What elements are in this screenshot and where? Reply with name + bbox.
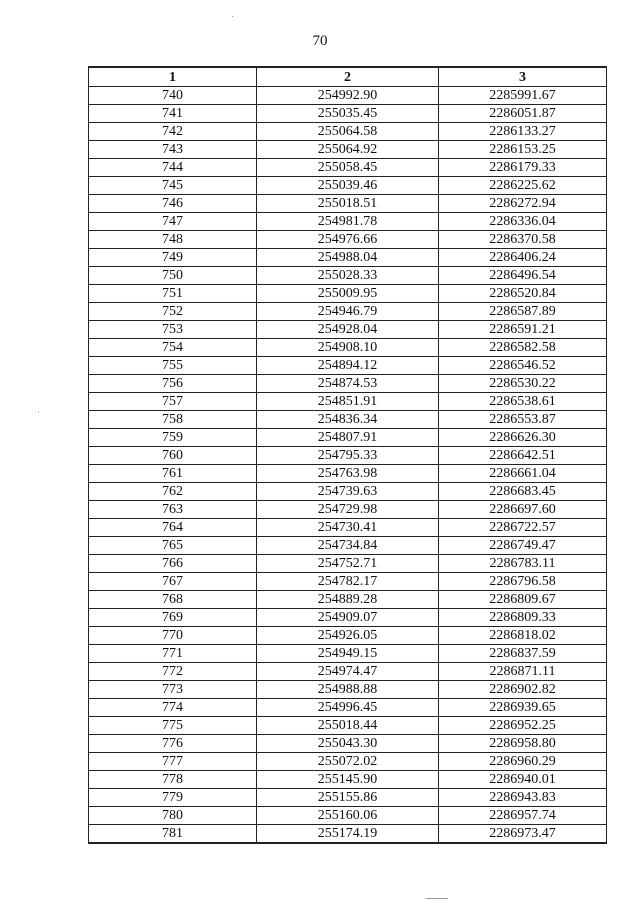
x-coordinate-cell: 254851.91: [257, 393, 439, 411]
y-coordinate-cell: 2286272.94: [439, 195, 607, 213]
table-row: [89, 87, 607, 105]
y-coordinate-cell: 2286973.47: [439, 825, 607, 844]
table-row: [89, 393, 607, 411]
x-coordinate-cell: 254836.34: [257, 411, 439, 429]
point-number-cell: 746: [89, 195, 257, 213]
coordinates-table: [88, 66, 607, 844]
point-number-cell: 770: [89, 627, 257, 645]
table-row: [89, 465, 607, 483]
y-coordinate-cell: 2286749.47: [439, 537, 607, 555]
x-coordinate-cell: 254992.90: [257, 87, 439, 105]
x-coordinate-cell: 254782.17: [257, 573, 439, 591]
point-number-cell: 749: [89, 249, 257, 267]
point-number-cell: 741: [89, 105, 257, 123]
x-coordinate-cell: 255009.95: [257, 285, 439, 303]
x-coordinate-cell: 255174.19: [257, 825, 439, 844]
table-row: [89, 501, 607, 519]
x-coordinate-cell: 254988.88: [257, 681, 439, 699]
x-coordinate-cell: 255035.45: [257, 105, 439, 123]
point-number-cell: 768: [89, 591, 257, 609]
y-coordinate-cell: 2286809.67: [439, 591, 607, 609]
y-coordinate-cell: 2286336.04: [439, 213, 607, 231]
table-row: [89, 141, 607, 159]
table-row: [89, 357, 607, 375]
y-coordinate-cell: 2286939.65: [439, 699, 607, 717]
point-number-cell: 780: [89, 807, 257, 825]
x-coordinate-cell: 254988.04: [257, 249, 439, 267]
point-number-cell: 745: [89, 177, 257, 195]
point-number-cell: 744: [89, 159, 257, 177]
x-coordinate-cell: 254976.66: [257, 231, 439, 249]
y-coordinate-cell: 2286697.60: [439, 501, 607, 519]
table-row: [89, 375, 607, 393]
table-row: [89, 303, 607, 321]
y-coordinate-cell: 2286871.11: [439, 663, 607, 681]
y-coordinate-cell: 2286553.87: [439, 411, 607, 429]
table-row: [89, 825, 607, 844]
x-coordinate-cell: 254763.98: [257, 465, 439, 483]
x-coordinate-cell: 254894.12: [257, 357, 439, 375]
x-coordinate-cell: 254974.47: [257, 663, 439, 681]
table-row: [89, 681, 607, 699]
table-row: [89, 447, 607, 465]
x-coordinate-cell: 254807.91: [257, 429, 439, 447]
x-coordinate-cell: 255064.58: [257, 123, 439, 141]
table-row: [89, 555, 607, 573]
column-header-2: 2: [257, 67, 439, 87]
point-number-cell: 748: [89, 231, 257, 249]
page-number: 70: [312, 33, 328, 49]
table-row: [89, 249, 607, 267]
y-coordinate-cell: 2286225.62: [439, 177, 607, 195]
table-row: [89, 771, 607, 789]
x-coordinate-cell: 255058.45: [257, 159, 439, 177]
y-coordinate-cell: 2286661.04: [439, 465, 607, 483]
table-row: [89, 195, 607, 213]
point-number-cell: 763: [89, 501, 257, 519]
y-coordinate-cell: 2286370.58: [439, 231, 607, 249]
y-coordinate-cell: 2286133.27: [439, 123, 607, 141]
y-coordinate-cell: 2286683.45: [439, 483, 607, 501]
y-coordinate-cell: 2286582.58: [439, 339, 607, 357]
point-number-cell: 754: [89, 339, 257, 357]
table-row: [89, 159, 607, 177]
y-coordinate-cell: 2286783.11: [439, 555, 607, 573]
y-coordinate-cell: 2286960.29: [439, 753, 607, 771]
y-coordinate-cell: 2286051.87: [439, 105, 607, 123]
table-row: [89, 519, 607, 537]
point-number-cell: 756: [89, 375, 257, 393]
y-coordinate-cell: 2286958.80: [439, 735, 607, 753]
x-coordinate-cell: 254795.33: [257, 447, 439, 465]
table-row: [89, 591, 607, 609]
x-coordinate-cell: 254926.05: [257, 627, 439, 645]
point-number-cell: 771: [89, 645, 257, 663]
point-number-cell: 742: [89, 123, 257, 141]
table-row: [89, 231, 607, 249]
scan-artifact: [426, 898, 448, 899]
y-coordinate-cell: 2286591.21: [439, 321, 607, 339]
table-row: [89, 573, 607, 591]
y-coordinate-cell: 2286943.83: [439, 789, 607, 807]
table-row: [89, 735, 607, 753]
x-coordinate-cell: 254752.71: [257, 555, 439, 573]
point-number-cell: 750: [89, 267, 257, 285]
point-number-cell: 740: [89, 87, 257, 105]
point-number-cell: 759: [89, 429, 257, 447]
x-coordinate-cell: 254949.15: [257, 645, 439, 663]
point-number-cell: 781: [89, 825, 257, 844]
point-number-cell: 778: [89, 771, 257, 789]
table-row: [89, 789, 607, 807]
x-coordinate-cell: 254928.04: [257, 321, 439, 339]
x-coordinate-cell: 254730.41: [257, 519, 439, 537]
y-coordinate-cell: 2286626.30: [439, 429, 607, 447]
table-row: [89, 483, 607, 501]
point-number-cell: 762: [89, 483, 257, 501]
x-coordinate-cell: 255039.46: [257, 177, 439, 195]
point-number-cell: 775: [89, 717, 257, 735]
x-coordinate-cell: 254874.53: [257, 375, 439, 393]
table-row: [89, 267, 607, 285]
point-number-cell: 764: [89, 519, 257, 537]
column-header-1: 1: [89, 67, 257, 87]
point-number-cell: 779: [89, 789, 257, 807]
table-row: [89, 105, 607, 123]
table-row: [89, 609, 607, 627]
x-coordinate-cell: 255160.06: [257, 807, 439, 825]
point-number-cell: 752: [89, 303, 257, 321]
x-coordinate-cell: 254981.78: [257, 213, 439, 231]
point-number-cell: 758: [89, 411, 257, 429]
table-row: [89, 753, 607, 771]
y-coordinate-cell: 2286587.89: [439, 303, 607, 321]
scan-artifact: [232, 16, 233, 17]
table-row: [89, 717, 607, 735]
point-number-cell: 743: [89, 141, 257, 159]
x-coordinate-cell: 255043.30: [257, 735, 439, 753]
x-coordinate-cell: 255145.90: [257, 771, 439, 789]
x-coordinate-cell: 255028.33: [257, 267, 439, 285]
y-coordinate-cell: 2286496.54: [439, 267, 607, 285]
table-row: [89, 645, 607, 663]
x-coordinate-cell: 254889.28: [257, 591, 439, 609]
point-number-cell: 773: [89, 681, 257, 699]
x-coordinate-cell: 254908.10: [257, 339, 439, 357]
table-row: [89, 627, 607, 645]
y-coordinate-cell: 2286796.58: [439, 573, 607, 591]
y-coordinate-cell: 2286538.61: [439, 393, 607, 411]
x-coordinate-cell: 254739.63: [257, 483, 439, 501]
x-coordinate-cell: 254729.98: [257, 501, 439, 519]
y-coordinate-cell: 2286179.33: [439, 159, 607, 177]
y-coordinate-cell: 2286530.22: [439, 375, 607, 393]
x-coordinate-cell: 255018.51: [257, 195, 439, 213]
y-coordinate-cell: 2286153.25: [439, 141, 607, 159]
table-row: [89, 411, 607, 429]
point-number-cell: 760: [89, 447, 257, 465]
y-coordinate-cell: 2286520.84: [439, 285, 607, 303]
point-number-cell: 772: [89, 663, 257, 681]
point-number-cell: 776: [89, 735, 257, 753]
point-number-cell: 766: [89, 555, 257, 573]
table-row: [89, 663, 607, 681]
x-coordinate-cell: 254734.84: [257, 537, 439, 555]
y-coordinate-cell: 2286642.51: [439, 447, 607, 465]
point-number-cell: 777: [89, 753, 257, 771]
y-coordinate-cell: 2286546.52: [439, 357, 607, 375]
point-number-cell: 765: [89, 537, 257, 555]
table-row: [89, 285, 607, 303]
table-body: [89, 87, 607, 844]
point-number-cell: 767: [89, 573, 257, 591]
x-coordinate-cell: 255155.86: [257, 789, 439, 807]
table-row: [89, 123, 607, 141]
point-number-cell: 755: [89, 357, 257, 375]
x-coordinate-cell: 254996.45: [257, 699, 439, 717]
column-header-3: 3: [439, 67, 607, 87]
table-row: [89, 429, 607, 447]
x-coordinate-cell: 254946.79: [257, 303, 439, 321]
y-coordinate-cell: 2286818.02: [439, 627, 607, 645]
point-number-cell: 747: [89, 213, 257, 231]
y-coordinate-cell: 2286957.74: [439, 807, 607, 825]
table-row: [89, 321, 607, 339]
y-coordinate-cell: 2286837.59: [439, 645, 607, 663]
x-coordinate-cell: 255072.02: [257, 753, 439, 771]
y-coordinate-cell: 2286952.25: [439, 717, 607, 735]
x-coordinate-cell: 255018.44: [257, 717, 439, 735]
point-number-cell: 774: [89, 699, 257, 717]
x-coordinate-cell: 255064.92: [257, 141, 439, 159]
point-number-cell: 757: [89, 393, 257, 411]
x-coordinate-cell: 254909.07: [257, 609, 439, 627]
y-coordinate-cell: 2285991.67: [439, 87, 607, 105]
scan-artifact: [38, 411, 39, 412]
point-number-cell: 761: [89, 465, 257, 483]
table-row: [89, 807, 607, 825]
table-row: [89, 177, 607, 195]
table-header-row: [89, 67, 607, 87]
y-coordinate-cell: 2286406.24: [439, 249, 607, 267]
table-row: [89, 537, 607, 555]
table-row: [89, 339, 607, 357]
point-number-cell: 753: [89, 321, 257, 339]
table-row: [89, 213, 607, 231]
y-coordinate-cell: 2286722.57: [439, 519, 607, 537]
y-coordinate-cell: 2286940.01: [439, 771, 607, 789]
y-coordinate-cell: 2286809.33: [439, 609, 607, 627]
table-row: [89, 699, 607, 717]
y-coordinate-cell: 2286902.82: [439, 681, 607, 699]
point-number-cell: 751: [89, 285, 257, 303]
point-number-cell: 769: [89, 609, 257, 627]
